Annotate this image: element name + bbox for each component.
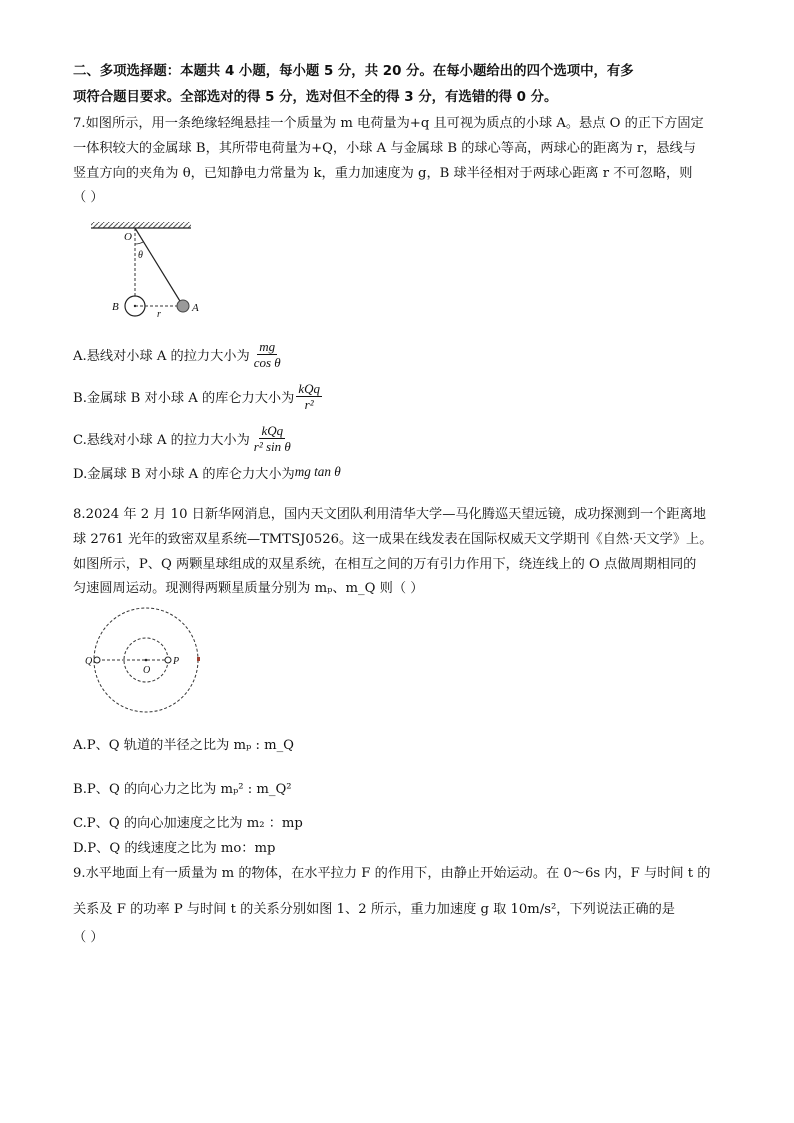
fraction-denominator: cos θ	[253, 354, 281, 370]
q7-option-d[interactable]	[73, 458, 341, 486]
q7-stem-line4: （ ）	[73, 190, 104, 205]
label-o: O	[124, 231, 132, 243]
q7-option-d-expression: mg tan θ	[294, 464, 341, 479]
pendulum-string	[135, 228, 183, 306]
star-q	[94, 657, 100, 663]
q9-stem-line3: （ ）	[73, 930, 104, 945]
label-o: O	[143, 665, 151, 676]
q9-stem-line2: 关系及 F 的功率 P 与时间 t 的关系分别如图 1、2 所示，重力加速度 g 取 10m/s²，下列说法正确的是	[73, 902, 675, 917]
q7-stem-line3: 竖直方向的夹角为 θ，已知静电力常量为 k，重力加速度为 g，B 球半径相对于两球心距离 r 不可忽略，则	[73, 166, 693, 181]
q8-option-a[interactable]: A.P、Q 轨道的半径之比为 mₚ : m_Q	[73, 738, 294, 753]
q7-option-b-text: B.金属球 B 对小球 A 的库仑力大小为	[73, 390, 295, 406]
q7-option-a-text: A.悬线对小球 A 的拉力大小为	[73, 348, 250, 364]
q8-option-d[interactable]: D.P、Q 的线速度之比为 mo：mp	[73, 841, 276, 856]
small-ball-a	[177, 300, 189, 312]
section-heading-line2: 项符合题目要求。全部选对的得 5 分，选对但不全的得 3 分，有选错的得 0 分。	[73, 90, 558, 105]
q7-option-a-fraction	[252, 339, 283, 370]
label-q: Q	[85, 656, 93, 667]
label-r: r	[157, 309, 161, 320]
fraction-denominator: r²	[304, 396, 314, 412]
q7-pendulum-figure	[88, 218, 213, 322]
q7-option-c-text: C.悬线对小球 A 的拉力大小为	[73, 432, 250, 448]
edge-mark	[197, 657, 200, 661]
fraction-denominator: r² sin θ	[253, 438, 291, 454]
q8-binary-star-figure	[83, 607, 211, 713]
q8-stem-line2: 球 2761 光年的致密双星系统—TMTSJ0526。这一成果在线发表在国际权威天文学期刊《自然·天文学》上。	[73, 532, 713, 547]
fraction-numerator: kQq	[298, 380, 320, 396]
q8-option-c[interactable]: C.P、Q 的向心加速度之比为 m₂ ：mp	[73, 816, 303, 831]
q7-option-b[interactable]	[73, 376, 322, 416]
fraction-numerator: mg	[259, 338, 276, 354]
q7-stem-line2: 一体积较大的金属球 B，其所带电荷量为+Q，小球 A 与金属球 B 的球心等高，两球心的距离为 r，悬线与	[73, 141, 696, 156]
q7-option-b-fraction	[296, 381, 322, 412]
fraction-numerator: kQq	[261, 422, 284, 438]
q7-option-d-text: D.金属球 B 对小球 A 的库仑力大小为	[73, 466, 295, 482]
label-b: B	[112, 301, 119, 313]
q7-option-c-fraction	[252, 423, 293, 454]
q7-stem-line1: 7.如图所示，用一条绝缘轻绳悬挂一个质量为 m 电荷量为+q 且可视为质点的小球 A。悬点 O 的正下方固定	[73, 116, 704, 131]
label-a: A	[192, 302, 199, 314]
q7-option-a[interactable]	[73, 334, 283, 374]
q7-option-c[interactable]	[73, 418, 293, 458]
theta-arc	[135, 242, 143, 244]
q8-stem-line1: 8.2024 年 2 月 10 日新华网消息，国内天文团队利用清华大学—马化腾巡天望远镜，成功探测到一个距离地	[73, 507, 706, 522]
q8-option-b[interactable]: B.P、Q 的向心力之比为 mₚ² : m_Q²	[73, 782, 292, 797]
q9-stem-line1: 9.水平地面上有一质量为 m 的物体，在水平拉力 F 的作用下，由静止开始运动。在 0～6s 内，F 与时间 t 的	[73, 866, 711, 881]
label-p: P	[173, 656, 180, 667]
star-p	[165, 657, 171, 663]
q8-stem-line3: 如图所示，P、Q 两颗星球组成的双星系统，在相互之间的万有引力作用下，绕连线上的 O 点做周期相同的	[73, 557, 697, 572]
q8-stem-line4: 匀速圆周运动。现测得两颗星质量分别为 mₚ、m_Q 则（ ）	[73, 581, 424, 596]
ceiling-hatch	[91, 222, 191, 228]
label-theta: θ	[138, 250, 143, 261]
section-heading-line1: 二、多项选择题：本题共 4 小题，每小题 5 分，共 20 分。在每小题给出的四个选项中，有多	[73, 64, 634, 79]
center-o	[145, 659, 148, 662]
